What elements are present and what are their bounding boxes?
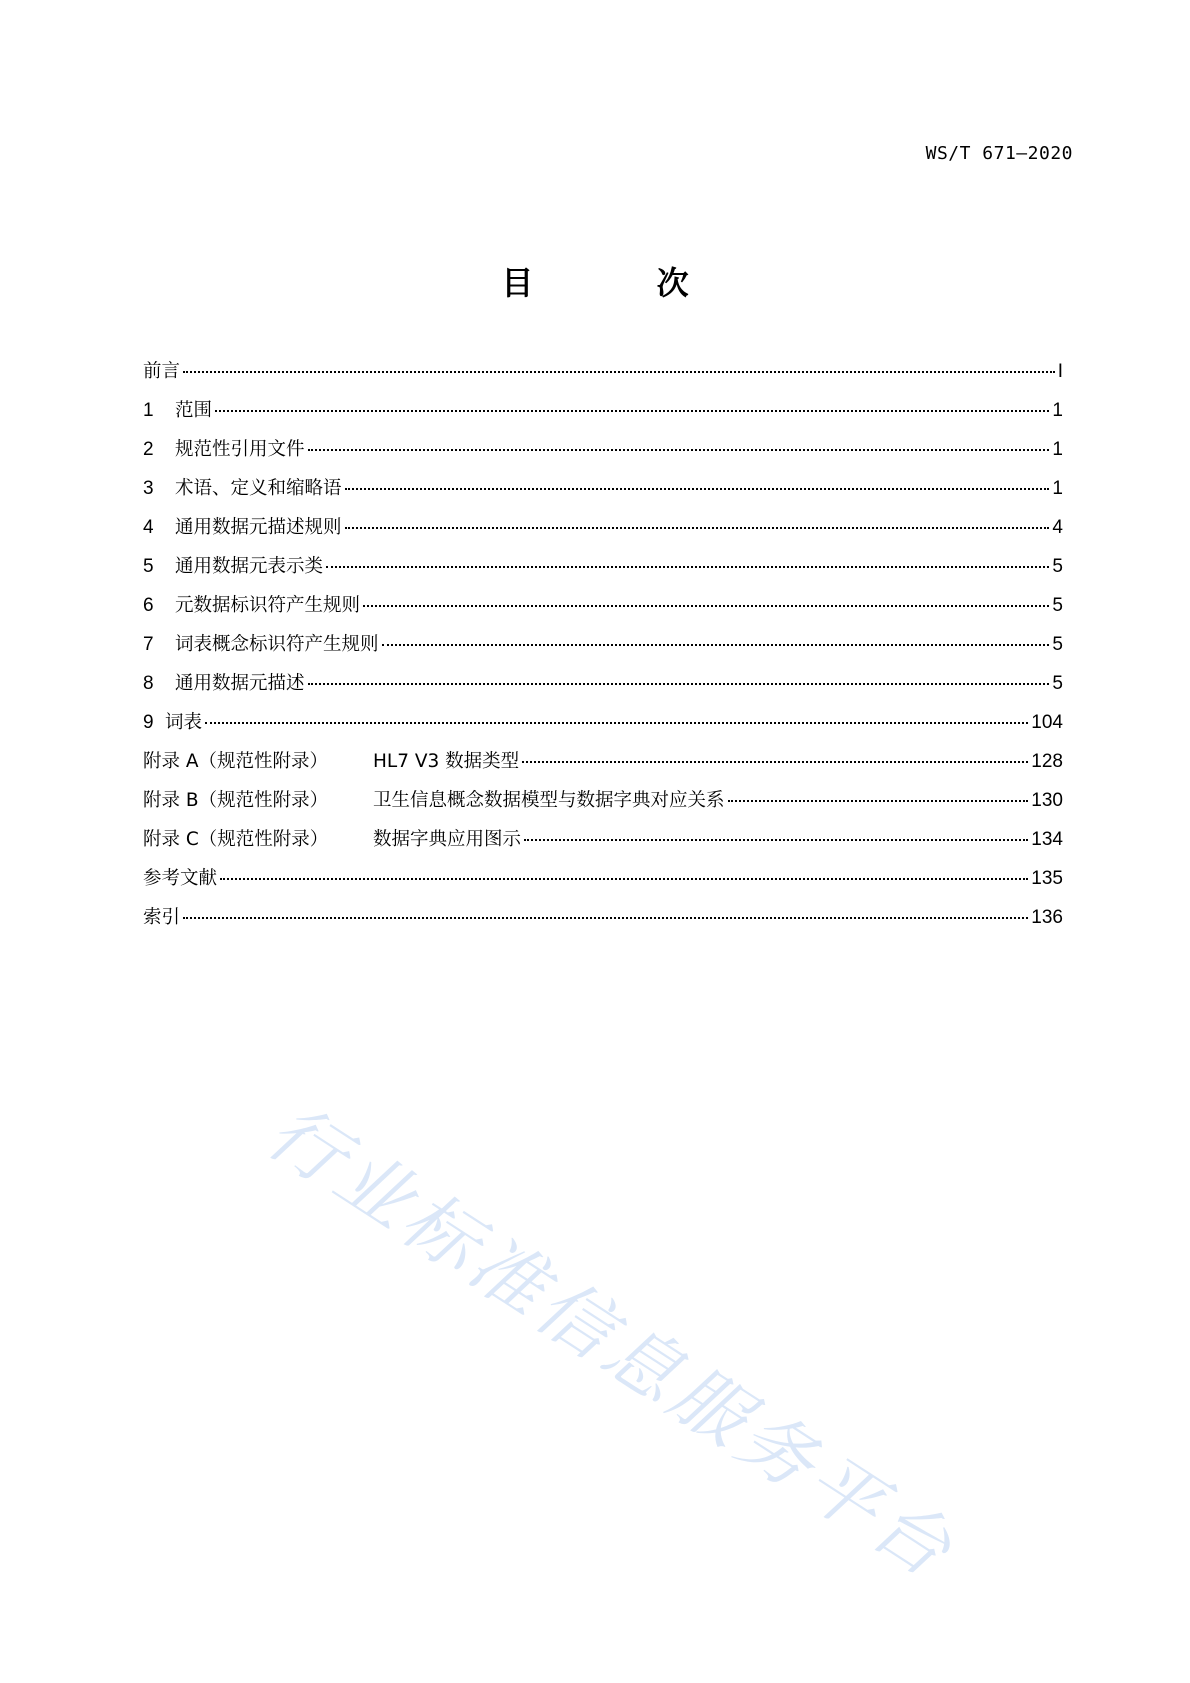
toc-leader-dots <box>363 605 1049 607</box>
page-title: 目 次 <box>501 264 745 302</box>
toc-leader-dots <box>382 644 1050 646</box>
toc-entry-9[interactable] <box>143 708 1063 747</box>
toc-leader-dots <box>326 566 1049 568</box>
toc-entry-label: 词表概念标识符产生规则 <box>175 634 379 655</box>
toc-annex-label: 附录 B（规范性附录） <box>143 790 329 811</box>
toc-entry-label: 词表 <box>165 712 203 733</box>
toc-entry-label: 通用数据元表示类 <box>175 556 324 577</box>
toc-entry-foreword[interactable] <box>143 357 1063 396</box>
toc-entry-label: 索引 <box>143 907 181 928</box>
toc-entry-label: 前言 <box>143 361 181 382</box>
toc-entry-8[interactable] <box>143 669 1063 708</box>
toc-entry-annex-a[interactable] <box>143 747 1063 786</box>
toc-entry-label: 数据字典应用图示 <box>373 829 522 850</box>
toc-leader-dots <box>220 878 1028 880</box>
toc-entry-page: 1 <box>1052 400 1063 421</box>
toc-entry-page: I <box>1057 361 1063 382</box>
toc-entry-7[interactable] <box>143 630 1063 669</box>
toc-entry-number: 1 <box>143 400 154 421</box>
toc-entry-page: 4 <box>1052 517 1063 538</box>
toc-entry-annex-b[interactable] <box>143 786 1063 825</box>
toc-entry-page: 5 <box>1052 595 1063 616</box>
toc-entry-label: 卫生信息概念数据模型与数据字典对应关系 <box>373 790 725 811</box>
toc-entry-annex-c[interactable] <box>143 825 1063 864</box>
toc-leader-dots <box>728 800 1029 802</box>
toc-entry-page: 130 <box>1031 790 1063 811</box>
toc-entry-number: 6 <box>143 595 154 616</box>
toc-entry-page: 135 <box>1031 868 1063 889</box>
toc-entry-page: 1 <box>1052 439 1063 460</box>
toc-entry-label: 规范性引用文件 <box>175 439 305 460</box>
toc-annex-label: 附录 A（规范性附录） <box>143 751 329 772</box>
toc-entry-label: HL7 V3 数据类型 <box>373 751 520 772</box>
toc-entry-page: 104 <box>1031 712 1063 733</box>
toc-entry-index[interactable] <box>143 903 1063 942</box>
toc-entry-number: 8 <box>143 673 154 694</box>
toc-entry-label: 元数据标识符产生规则 <box>175 595 361 616</box>
toc-entry-page: 5 <box>1052 556 1063 577</box>
toc-entry-page: 128 <box>1031 751 1063 772</box>
toc-leader-dots <box>183 917 1028 919</box>
toc-entry-3[interactable] <box>143 474 1063 513</box>
toc-entry-label: 术语、定义和缩略语 <box>175 478 342 499</box>
toc-leader-dots <box>215 410 1049 412</box>
toc-leader-dots <box>205 722 1028 724</box>
toc-entry-1[interactable] <box>143 396 1063 435</box>
toc-entry-6[interactable] <box>143 591 1063 630</box>
document-code: WS/T 671—2020 <box>925 143 1073 164</box>
toc-entry-5[interactable] <box>143 552 1063 591</box>
toc-leader-dots <box>183 371 1055 373</box>
toc-leader-dots <box>522 761 1028 763</box>
toc-entry-page: 136 <box>1031 907 1063 928</box>
toc-entry-number: 4 <box>143 517 154 538</box>
toc-entry-number: 7 <box>143 634 154 655</box>
toc-leader-dots <box>345 527 1050 529</box>
toc-annex-label: 附录 C（规范性附录） <box>143 829 329 850</box>
watermark: 行业标准信息服务平台 <box>252 1088 971 1597</box>
toc-entry-bibliography[interactable] <box>143 864 1063 903</box>
toc-entry-label: 通用数据元描述 <box>175 673 305 694</box>
toc-leader-dots <box>524 839 1028 841</box>
toc-entry-number: 9 <box>143 712 154 733</box>
toc-entry-number: 5 <box>143 556 154 577</box>
table-of-contents <box>143 357 1063 942</box>
toc-entry-page: 5 <box>1052 634 1063 655</box>
toc-entry-number: 3 <box>143 478 154 499</box>
toc-entry-2[interactable] <box>143 435 1063 474</box>
toc-entry-4[interactable] <box>143 513 1063 552</box>
toc-entry-page: 134 <box>1031 829 1063 850</box>
toc-leader-dots <box>308 449 1050 451</box>
toc-entry-label: 范围 <box>175 400 213 421</box>
toc-leader-dots <box>308 683 1050 685</box>
toc-entry-page: 1 <box>1052 478 1063 499</box>
toc-entry-number: 2 <box>143 439 154 460</box>
toc-entry-page: 5 <box>1052 673 1063 694</box>
toc-leader-dots <box>345 488 1050 490</box>
toc-entry-label: 通用数据元描述规则 <box>175 517 342 538</box>
toc-entry-label: 参考文献 <box>143 868 218 889</box>
